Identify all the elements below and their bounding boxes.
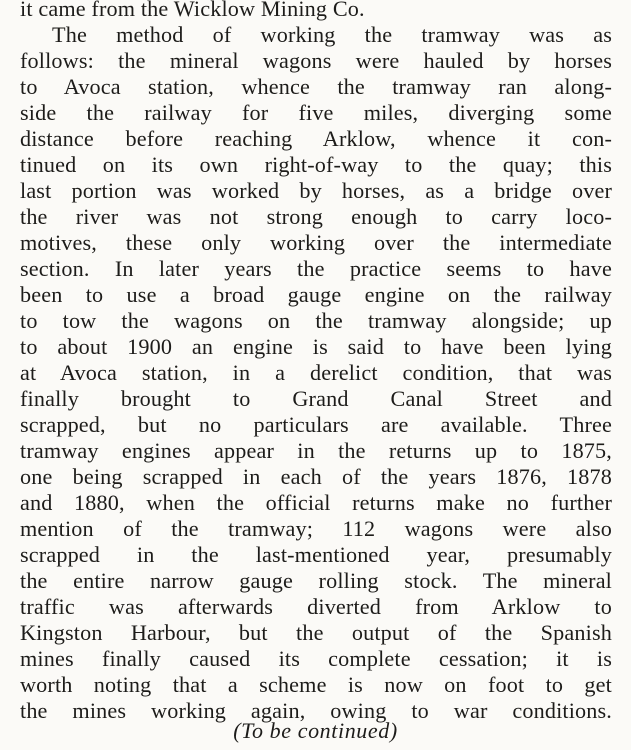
text-line: Kingston Harbour, but the output of the Spanish xyxy=(20,620,612,645)
text-line: mention of the tramway; 112 wagons were also xyxy=(20,516,612,541)
text-line: scrapped, but no particulars are available. Three xyxy=(20,412,612,437)
text-line: to about 1900 an engine is said to have been lying xyxy=(20,334,612,359)
text-line: follows: the mineral wagons were hauled by horses xyxy=(20,48,612,73)
text-line: tinued on its own right-of-way to the quay; this xyxy=(20,152,612,177)
text-line: last portion was worked by horses, as a bridge over xyxy=(20,178,612,203)
text-line: it came from the Wicklow Mining Co. xyxy=(20,0,365,21)
text-line: the mines working again, owing to war conditions. xyxy=(20,698,612,723)
text-line: the river was not strong enough to carry loco- xyxy=(20,204,612,229)
text-line: finally brought to Grand Canal Street and xyxy=(20,386,612,411)
text-line: traffic was afterwards diverted from Arklow to xyxy=(20,594,612,619)
text-line: and 1880, when the official returns make no further xyxy=(20,490,612,515)
text-line: worth noting that a scheme is now on foot to get xyxy=(20,672,612,697)
text-line: been to use a broad gauge engine on the railway xyxy=(20,282,612,307)
text-line: section. In later years the practice seems to have xyxy=(20,256,612,281)
text-line: side the railway for five miles, diverging some xyxy=(20,100,612,125)
text-line: at Avoca station, in a derelict condition, that was xyxy=(20,360,612,385)
to-be-continued-note: (To be continued) xyxy=(233,718,398,743)
text-line: tramway engines appear in the returns up to 1875, xyxy=(20,438,612,463)
text-line: mines finally caused its complete cessation; it is xyxy=(20,646,612,671)
text-line: to tow the wagons on the tramway alongside; up xyxy=(20,308,612,333)
text-line: motives, these only working over the intermediate xyxy=(20,230,612,255)
text-line: scrapped in the last-mentioned year, presumably xyxy=(20,542,612,567)
paragraph-first-line: The method of working the tramway was as xyxy=(52,22,612,47)
text-line: distance before reaching Arklow, whence it con- xyxy=(20,126,612,151)
text-line: one being scrapped in each of the years 1876, 1878 xyxy=(20,464,612,489)
text-line: to Avoca station, whence the tramway ran along- xyxy=(20,74,612,99)
text-line: the entire narrow gauge rolling stock. The mineral xyxy=(20,568,612,593)
